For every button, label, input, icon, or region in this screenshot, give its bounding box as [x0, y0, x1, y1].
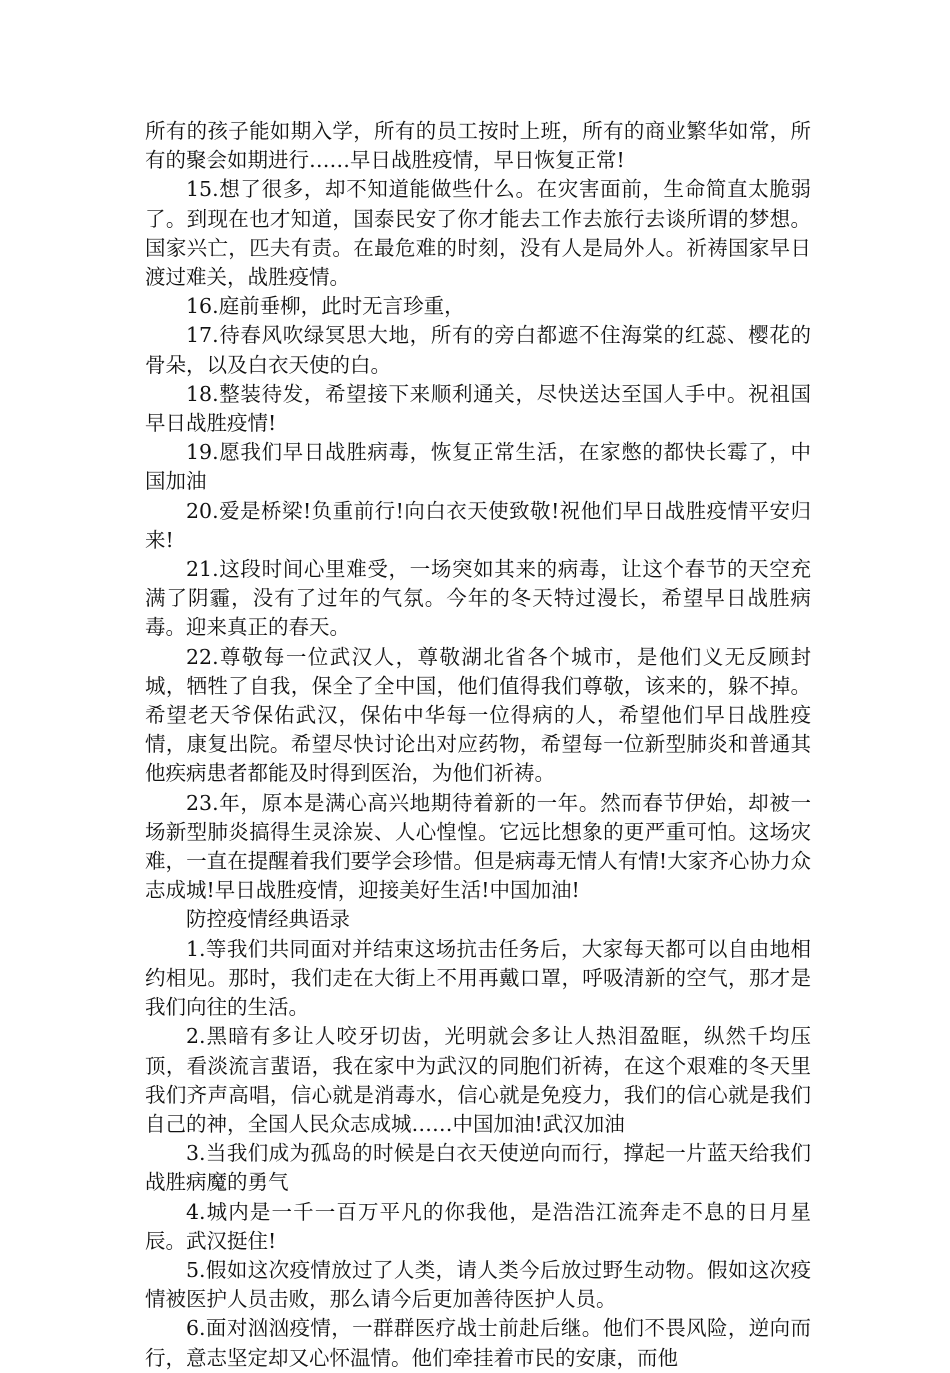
- paragraph-item-21: 21.这段时间心里难受，一场突如其来的病毒，让这个春节的天空充满了阴霾，没有了过年的气氛。今年的冬天特过漫长，希望早日战胜病毒。迎来真正的春天。: [145, 557, 811, 640]
- quote-item-6: 6.面对汹汹疫情，一群群医疗战士前赴后继。他们不畏风险，逆向而行，意志坚定却又心怀温情。他们牵挂着市民的安康，而他: [145, 1316, 811, 1370]
- quote-item-4: 4.城内是一千一百万平凡的你我他，是浩浩江流奔走不息的日月星辰。武汉挺住!: [145, 1199, 811, 1253]
- quote-item-3: 3.当我们成为孤岛的时候是白衣天使逆向而行，撑起一片蓝天给我们战胜病魔的勇气: [145, 1141, 811, 1195]
- paragraph-item-23: 23.年，原本是满心高兴地期待着新的一年。然而春节伊始，却被一场新型肺炎搞得生灵涂炭、人心惶惶。它远比想象的更严重可怕。这场灾难，一直在提醒着我们要学会珍惜。但是病毒无情人有情!大家齐心协力众志成城!早日战胜疫情，迎接美好生活!中国加油!: [145, 790, 811, 903]
- paragraph-item-16: 16.庭前垂柳，此时无言珍重，: [186, 294, 465, 319]
- quote-item-1: 1.等我们共同面对并结束这场抗击任务后，大家每天都可以自由地相约相见。那时，我们走在大街上不用再戴口罩，呼吸清新的空气，那才是我们向往的生活。: [145, 936, 811, 1020]
- section-heading: 防控疫情经典语录: [186, 907, 350, 932]
- paragraph-continuation: 所有的孩子能如期入学，所有的员工按时上班，所有的商业繁华如常，所有的聚会如期进行……早日战胜疫情，早日恢复正常!: [145, 119, 811, 173]
- paragraph-item-17: 17.待春风吹绿冥思大地，所有的旁白都遮不住海棠的红蕊、樱花的骨朵，以及白衣天使的白。: [145, 323, 811, 377]
- paragraph-item-15: 15.想了很多，却不知道能做些什么。在灾害面前，生命简直太脆弱了。到现在也才知道，国泰民安了你才能去工作去旅行去谈所谓的梦想。国家兴亡，匹夫有责。在最危难的时刻，没有人是局外人。祈祷国家早日渡过难关，战胜疫情。: [145, 177, 811, 290]
- document-body: [145, 117, 811, 1373]
- paragraph-item-19: 19.愿我们早日战胜病毒，恢复正常生活，在家憋的都快长霉了，中国加油: [145, 440, 811, 494]
- paragraph-item-22: 22.尊敬每一位武汉人，尊敬湖北省各个城市，是他们义无反顾封城，牺牲了自我，保全了全中国，他们值得我们尊敬，该来的，躲不掉。希望老天爷保佑武汉，保佑中华每一位得病的人，希望他们早日战胜疫情，康复出院。希望尽快讨论出对应药物，希望每一位新型肺炎和普通其他疾病患者都能及时得到医治，为他们祈祷。: [145, 644, 811, 786]
- quote-item-5: 5.假如这次疫情放过了人类，请人类今后放过野生动物。假如这次疫情被医护人员击败，那么请今后更加善待医护人员。: [145, 1257, 811, 1312]
- paragraph-item-18: 18.整装待发，希望接下来顺利通关，尽快送达至国人手中。祝祖国早日战胜疫情!: [145, 381, 811, 436]
- quote-item-2: 2.黑暗有多让人咬牙切齿，光明就会多让人热泪盈眶，纵然千均压顶，看淡流言蜚语，我在家中为武汉的同胞们祈祷，在这个艰难的冬天里我们齐声高唱，信心就是消毒水，信心就是免疫力，我们的信心就是我们自己的神，全国人民众志成城……中国加油!武汉加油: [145, 1024, 811, 1136]
- paragraph-item-20: 20.爱是桥梁!负重前行!向白衣天使致敬!祝他们早日战胜疫情平安归来!: [145, 498, 811, 552]
